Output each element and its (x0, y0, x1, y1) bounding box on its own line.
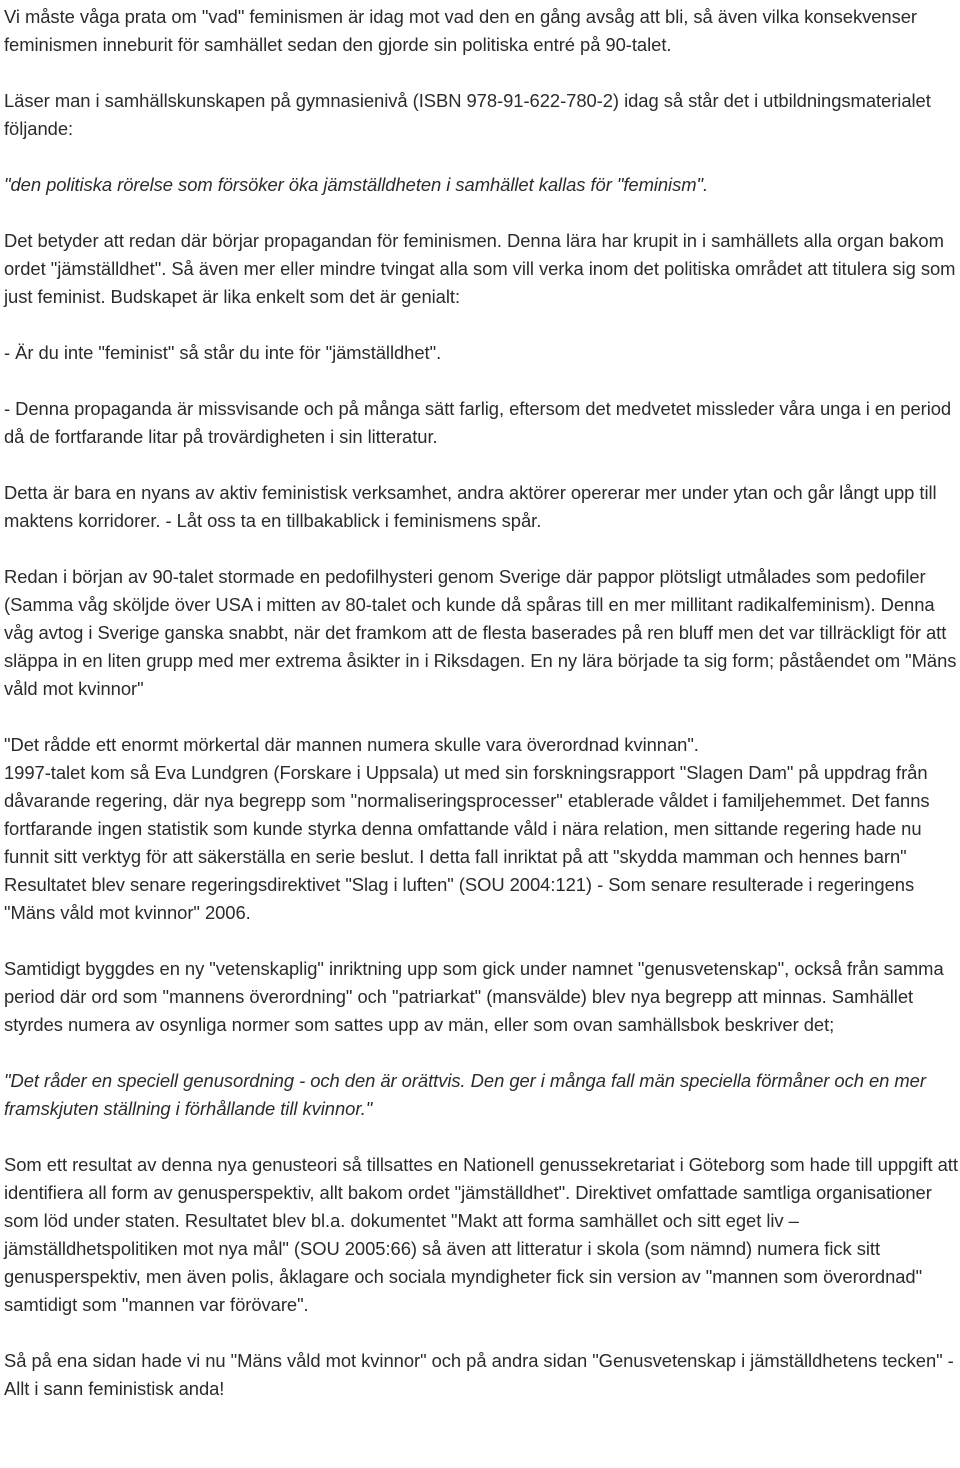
paragraph-slogan: - Är du inte "feminist" så står du inte för "jämställdhet". (4, 342, 442, 363)
paragraph-gender-studies: Samtidigt byggdes en ny "vetenskaplig" inriktning upp som gick under namnet "genusvetenskap", också från samma period där ord som "mannens överordning" och "patriarkat" (mansvälde) blev nya begrepp att minnas. Samhället styrdes numera av osynliga normer som sattes upp av män, eller som ovan samhällsbok beskriver det; (4, 958, 944, 1035)
paragraph-secretariat: Som ett resultat av denna nya genusteori så tillsattes en Nationell genussekretariat i Göteborg som hade till uppgift att identifiera all form av genusperspektiv, allt bakom ordet "jämställdhet". Direktivet omfattade samtliga organisationer som löd under staten. Resultatet blev bl.a. dokumentet "Makt att forma samhället och sitt eget liv – jämställdhetspolitiken mot nya mål" (SOU 2005:66) så även att litteratur i skola (som nämnd) numera fick sitt genusperspektiv, men även polis, åklagare och sociala myndigheter fick sin version av "mannen som överordnad" samtidigt som "mannen var förövare". (4, 1154, 958, 1315)
paragraph-darkfigure: "Det rådde ett enormt mörkertal där mannen numera skulle vara överordnad kvinnan". (4, 734, 699, 755)
paragraph-nuance: Detta är bara en nyans av aktiv feministisk verksamhet, andra aktörer opererar mer under ytan och går långt upp till maktens korridorer. - Låt oss ta en tillbakablick i feminismens spår. (4, 482, 937, 531)
article-body (4, 3, 958, 1403)
paragraph-propaganda: Det betyder att redan där börjar propagandan för feminismen. Denna lära har krupit in i samhällets alla organ bakom ordet "jämställdhet". Så även mer eller mindre tvingat alla som vill verka inom det politiska området att titulera sig som just feminist. Budskapet är lika enkelt som det är genialt: (4, 230, 956, 307)
paragraph-lundgren: 1997-talet kom så Eva Lundgren (Forskare i Uppsala) ut med sin forskningsrapport "Slagen Dam" på uppdrag från dåvarande regering, där nya begrepp som "normaliseringsprocesser" etablerade våldet i familjehemmet. Det fanns fortfarande ingen statistik som kunde styrka denna omfattande våld i nära relation, men sittande regering hade nu funnit sitt verktyg för att säkerställa en serie beslut. I detta fall inriktat på att "skydda mamman och hennes barn" Resultatet blev senare regeringsdirektivet "Slag i luften" (SOU 2004:121) - Som senare resulterade i regeringens "Mäns våld mot kvinnor" 2006. (4, 762, 930, 923)
paragraph-misleading: - Denna propaganda är missvisande och på många sätt farlig, eftersom det medvetet missleder våra unga i en period då de fortfarande litar på trovärdigheten i sin litteratur. (4, 398, 952, 447)
quote-gender-order: "Det råder en speciell genusordning - och den är orättvis. Den ger i många fall män speciella förmåner och en mer framskjuten ställning i förhållande till kvinnor." (4, 1070, 926, 1119)
paragraph-intro: Vi måste våga prata om "vad" feminismen är idag mot vad den en gång avsåg att bli, så även vilka konsekvenser feminismen inneburit för samhället sedan den gjorde sin politiska entré på 90-talet. (4, 6, 917, 55)
paragraph-90s: Redan i början av 90-talet stormade en pedofilhysteri genom Sverige där pappor plötsligt utmålades som pedofiler (Samma våg sköljde över USA i mitten av 80-talet och kunde då spåras till en mer millitant radikalfeminism). Denna våg avtog i Sverige ganska snabbt, när det framkom att de flesta baserades på ren bluff men det var tillräckligt för att släppa in en liten grupp med mer extrema åsikter in i Riksdagen. En ny lära började ta sig form; påståendet om "Mäns våld mot kvinnor" (4, 566, 957, 699)
quote-textbook-definition: "den politiska rörelse som försöker öka jämställdheten i samhället kallas för "feminism". (4, 174, 709, 195)
paragraph-textbook: Läser man i samhällskunskapen på gymnasienivå (ISBN 978-91-622-780-2) idag så står det i utbildningsmaterialet följande: (4, 90, 931, 139)
paragraph-conclusion: Så på ena sidan hade vi nu "Mäns våld mot kvinnor" och på andra sidan "Genusvetenskap i jämställdhetens tecken" - Allt i sann feministisk anda! (4, 1350, 954, 1399)
